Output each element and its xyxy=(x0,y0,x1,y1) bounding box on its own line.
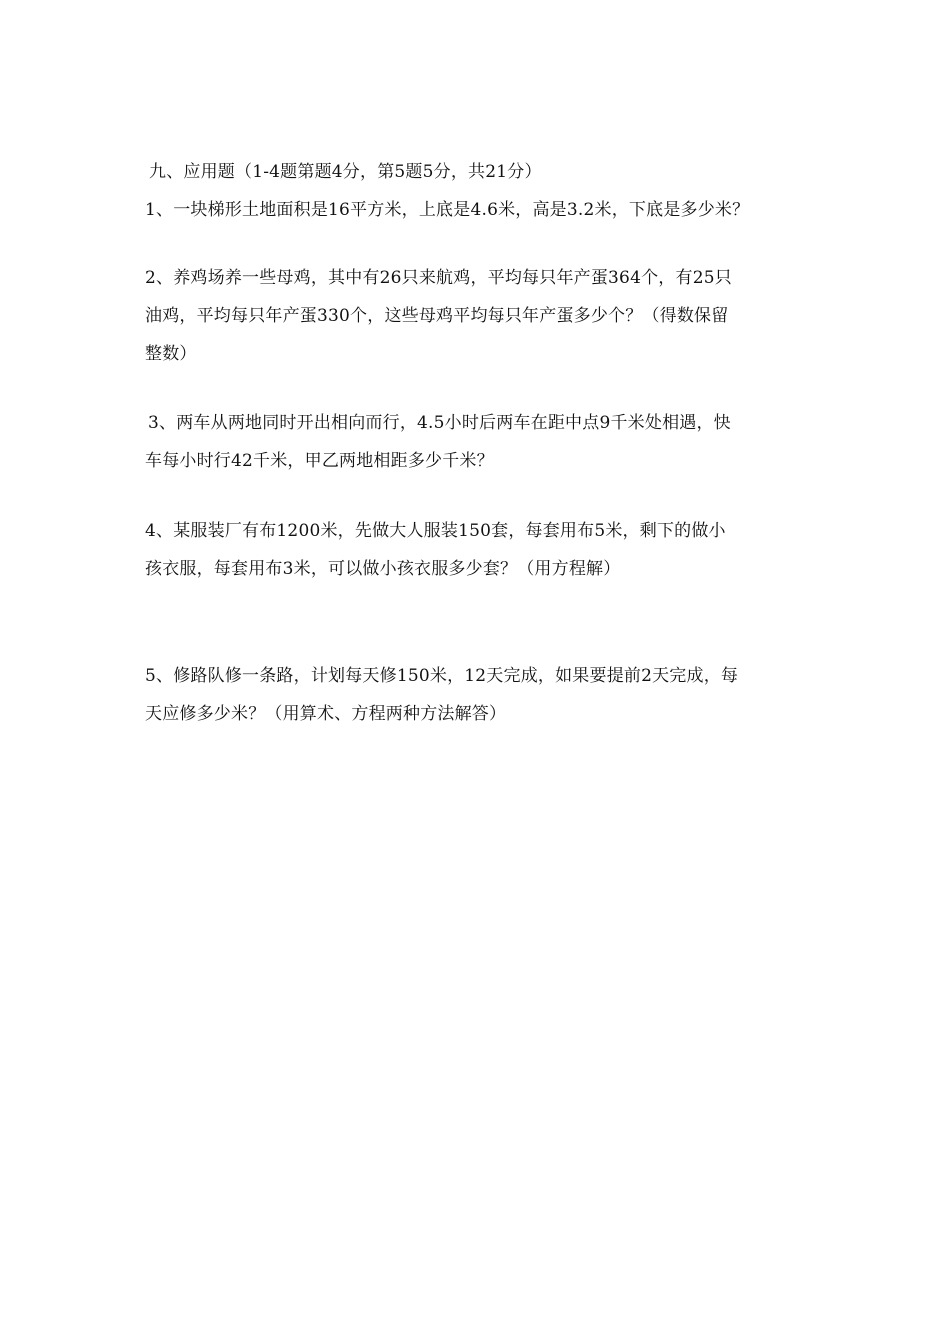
question-2-line-1: 2、养鸡场养一些母鸡，其中有26只来航鸡，平均每只年产蛋364个，有25只 xyxy=(145,268,732,288)
section-heading: 九、应用题（1-4题第题4分，第5题5分，共21分） xyxy=(149,162,542,182)
question-3-line-1: 3、两车从两地同时开出相向而行，4.5小时后两车在距中点9千米处相遇，快 xyxy=(148,413,731,433)
question-4-line-1: 4、某服装厂有布1200米，先做大人服装150套，每套用布5米，剩下的做小 xyxy=(145,521,726,541)
question-2-line-3: 整数） xyxy=(145,344,197,364)
question-1-line-1: 1、一块梯形土地面积是16平方米，上底是4.6米，高是3.2米，下底是多少米？ xyxy=(145,200,750,220)
question-5-line-1: 5、修路队修一条路，计划每天修150米，12天完成，如果要提前2天完成，每 xyxy=(145,666,739,686)
question-3-line-2: 车每小时行42千米，甲乙两地相距多少千米？ xyxy=(145,451,494,471)
question-4-line-2: 孩衣服，每套用布3米，可以做小孩衣服多少套？（用方程解） xyxy=(145,559,621,579)
question-5-line-2: 天应修多少米？（用算术、方程两种方法解答） xyxy=(145,704,507,724)
question-2-line-2: 油鸡，平均每只年产蛋330个，这些母鸡平均每只年产蛋多少个？（得数保留 xyxy=(145,306,729,326)
